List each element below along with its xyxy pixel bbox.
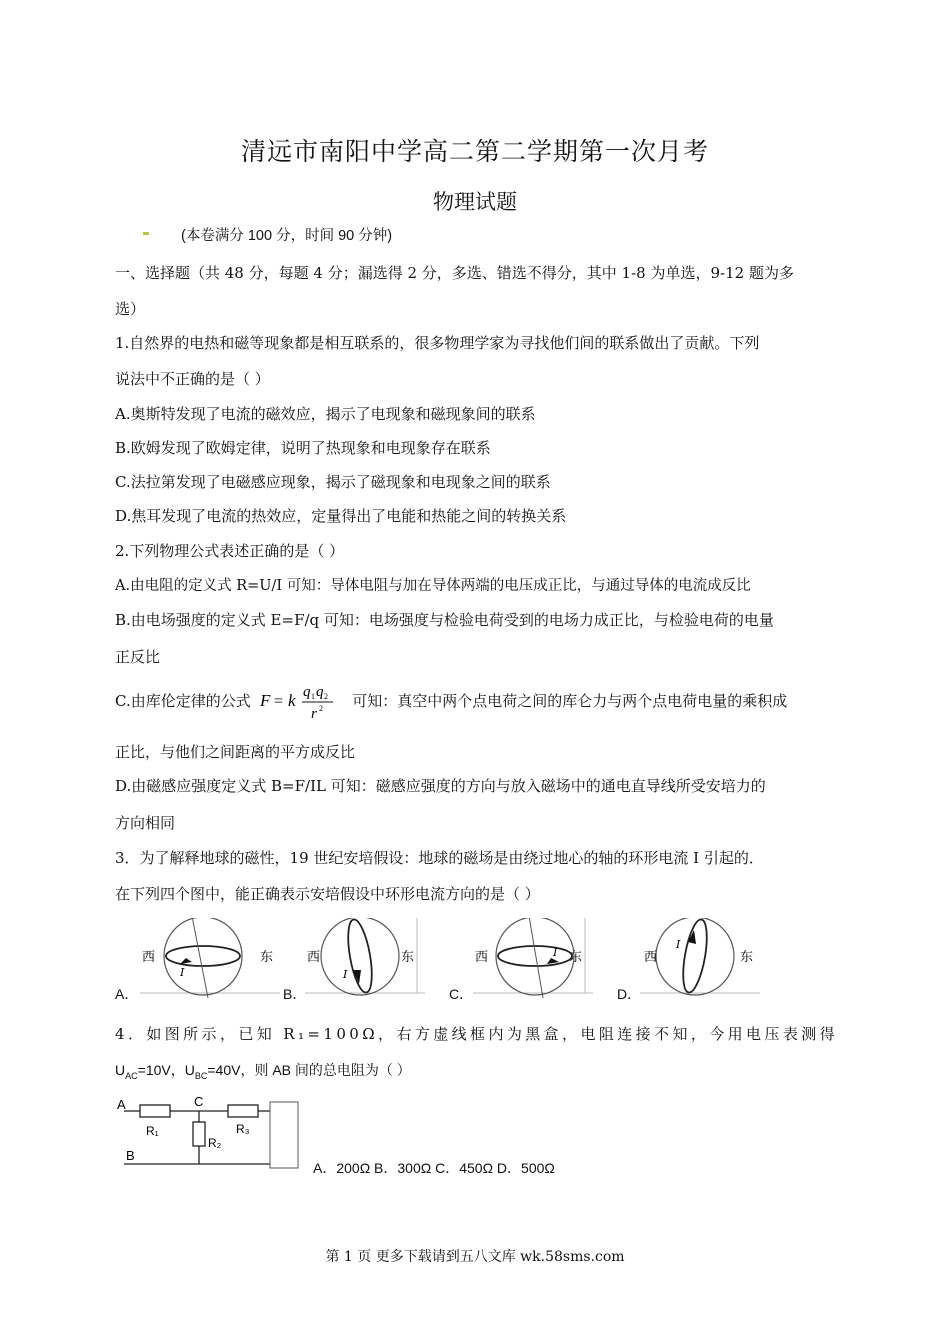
section-heading-cont: 选）: [115, 300, 146, 318]
svg-text:1: 1: [311, 692, 315, 701]
east-label: 东: [740, 950, 754, 965]
page-subtitle: 物理试题: [433, 190, 517, 214]
q2-option-b-cont: 正反比: [115, 648, 161, 666]
resistor-r3: [228, 1105, 258, 1117]
current-loop: [166, 946, 240, 966]
svg-text:2: 2: [319, 704, 323, 713]
q2-stem: 2.下列物理公式表述正确的是（ ）: [115, 542, 345, 560]
formula-f: F: [260, 691, 271, 710]
current-loop: [679, 918, 712, 994]
east-label: 东: [401, 950, 415, 965]
black-box: [270, 1102, 298, 1168]
globe-outline: [496, 918, 574, 995]
mark-tick: [143, 232, 149, 235]
formula-r: r: [311, 706, 317, 722]
west-label: 西: [475, 950, 489, 965]
west-label: 西: [644, 950, 658, 965]
earth-axis: [529, 918, 543, 998]
resistor-r2: [193, 1122, 205, 1146]
q1-option-d: D.焦耳发现了电流的热效应，定量得出了电能和热能之间的转换关系: [115, 507, 567, 525]
east-label: 东: [569, 950, 583, 965]
node-c-label: C: [194, 1094, 204, 1109]
formula-eq: =: [274, 693, 284, 710]
q2-option-b: B.由电场强度的定义式 E=F/q 可知：电场强度与检验电荷受到的电场力成正比，与检验电荷的电量: [115, 611, 774, 629]
q2-option-d-cont: 方向相同: [115, 814, 176, 832]
q2-option-a: A.由电阻的定义式 R=U/I 可知：导体电阻与加在导体两端的电压成正比，与通过导体的电流成反比: [115, 578, 751, 594]
q4-stem-cont: $U_{AC}=10V$，$U_{BC}=40V$，则 AB 间的总电阻为（ ）: [115, 1062, 411, 1081]
q1-stem: 1.自然界的电热和磁等现象都是相互联系的，很多物理学家为寻找他们间的联系做出了贡献。下列: [115, 334, 760, 352]
q2-option-c-cont: 正比，与他们之间距离的平方成反比: [115, 743, 356, 761]
earth-axis: [192, 918, 208, 998]
r1-label: R₁: [146, 1124, 159, 1138]
q1-option-a: A.奥斯特发现了电流的磁效应，揭示了电现象和磁现象间的联系: [115, 405, 536, 423]
page-footer: 第 1 页 更多下载请到五八文库 wk.58sms.com: [325, 1249, 625, 1265]
current-label: I: [676, 938, 681, 951]
globe-outline: [656, 918, 734, 995]
resistor-r1: [140, 1105, 170, 1117]
choice-b: B．: [283, 986, 307, 1002]
r2-label: R₂: [208, 1136, 222, 1150]
coulomb-formula: [258, 682, 348, 722]
q1-option-c: C.法拉第发现了电磁感应现象，揭示了磁现象和电现象之间的联系: [115, 473, 551, 491]
choice-c: C．: [449, 986, 474, 1002]
globe-outline: [321, 918, 399, 995]
svg-text:2: 2: [324, 692, 328, 701]
q2-option-d: D.由磁感应强度定义式 B=F/IL 可知：磁感应强度的方向与放入磁场中的通电直导线所受安培力的: [115, 777, 766, 795]
east-label: 东: [260, 950, 274, 965]
r3-label: R₃: [236, 1122, 250, 1136]
node-a-label: A: [117, 1097, 126, 1112]
formula-k: k: [288, 691, 296, 710]
formula-q2: q: [316, 684, 324, 700]
q3-stem-cont: 在下列四个图中，能正确表示安培假设中环形电流方向的是（ ）: [115, 885, 540, 903]
west-label: 西: [307, 950, 321, 965]
q2-option-c-post: 可知：真空中两个点电荷之间的库仑力与两个点电荷电量的乘积成: [352, 692, 788, 710]
q2-option-c-pre: C.由库伦定律的公式: [115, 692, 251, 710]
current-loop: [344, 918, 377, 994]
arrow-icon: [180, 958, 192, 964]
q3-stem: 3．为了解释地球的磁性，19 世纪安培假设：地球的磁场是由绕过地心的轴的环形电流 I 引起的．: [115, 849, 764, 867]
section-heading: 一、选择题（共 48 分，每题 4 分；漏选得 2 分，多选、错选不得分，其中 1-8 为单选，9-12 题为多: [115, 264, 794, 282]
current-label: I: [343, 968, 348, 981]
q2-option-c: [115, 690, 787, 711]
west-label: 西: [142, 950, 156, 965]
current-label: I: [553, 946, 558, 959]
exam-note: (本卷满分 100 分，时间 90 分钟): [181, 228, 393, 244]
q1-stem-cont: 说法中不正确的是（ ）: [115, 370, 270, 388]
figure-c: [473, 918, 593, 998]
current-label: I: [180, 966, 185, 979]
circuit-diagram: [112, 1092, 312, 1172]
page-title: 清远市南阳中学高二第二学期第一次月考: [240, 137, 709, 166]
q4-options: A．200Ω B．300Ω C．450Ω D．500Ω: [313, 1160, 555, 1176]
q4-stem: 4．如图所示，已知 R₁=100Ω，右方虚线框内为黑盒，电阻连接不知，今用电压表测得: [115, 1025, 839, 1043]
choice-d: D．: [617, 986, 642, 1002]
choice-a: A．: [115, 986, 139, 1002]
node-b-label: B: [126, 1148, 135, 1163]
formula-q1: q: [303, 684, 311, 700]
figure-d: [640, 918, 760, 998]
q1-option-b: B.欧姆发现了欧姆定律，说明了热现象和电现象存在联系: [115, 439, 491, 457]
globe-outline: [164, 918, 242, 995]
figure-a: [140, 918, 280, 998]
figure-b: [305, 918, 425, 998]
